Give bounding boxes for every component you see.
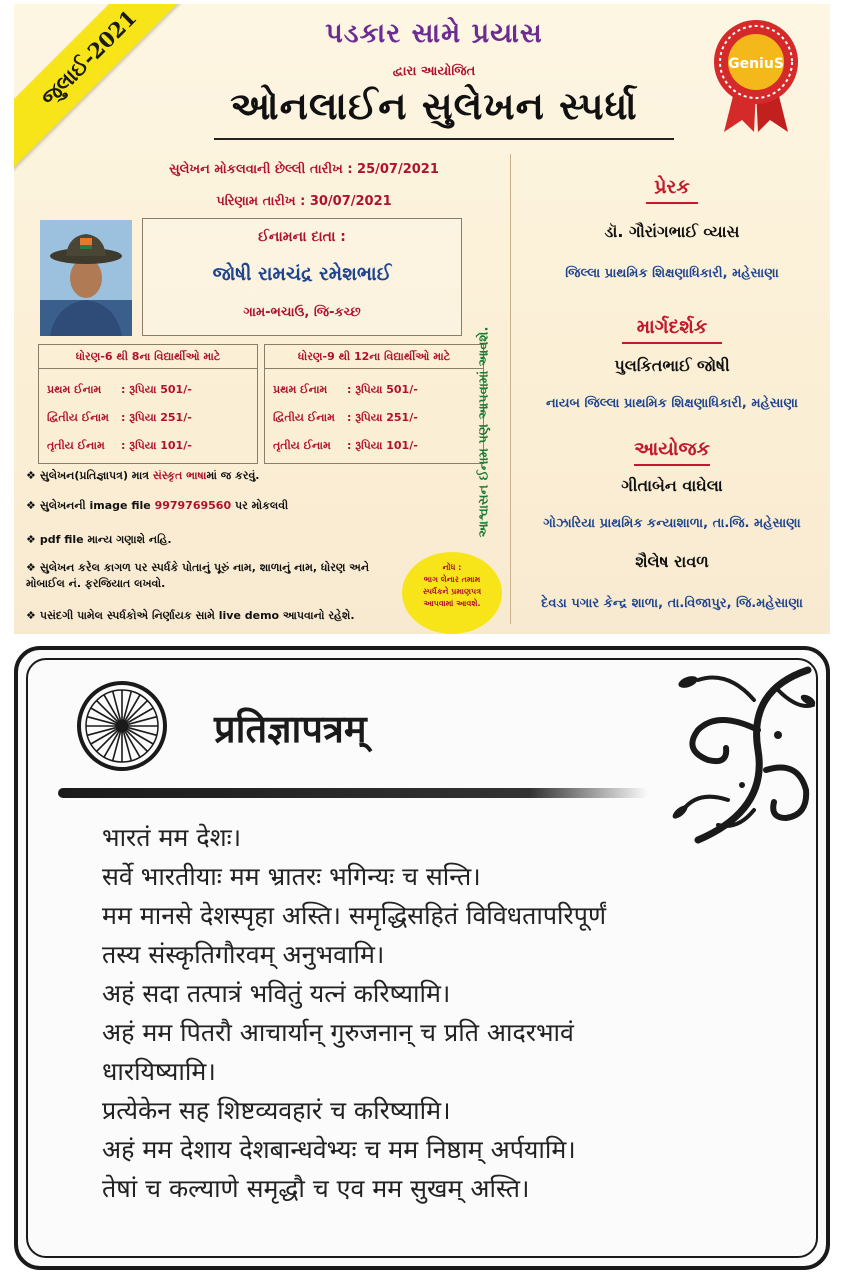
rule-text: સુલેખન(પ્રતિજ્ઞાપત્ર) માત્ર — [39, 469, 150, 482]
organizer-underline — [634, 464, 710, 466]
organizer-school-1: ગોઝારિયા પ્રાથમિક કન્યાશાળા, તા.જિ. મહેસાણા — [543, 516, 801, 531]
rule-highlight: સંસ્કૃત ભાષા — [152, 469, 207, 482]
rule-text: પસંદગી પામેલ સ્પર્ધકોએ નિર્ણાયક સામે live demo આપવાનો રહેશે. — [39, 609, 355, 622]
rule-text: સુલેખન કરેલ કાગળ પર સ્પર્ધકે પોતાનું પૂરું નામ, શાળાનું નામ, ધોરણ અને મોબાઈલ નં. ફરજિયાત લખવો. — [26, 561, 370, 590]
rule-text: pdf file માન્ય ગણાશે નહિ. — [39, 533, 172, 546]
prize-row-second — [47, 411, 192, 425]
donor-box — [142, 218, 462, 336]
prize-label: દ્વિતીય ઈનામ — [273, 411, 335, 424]
donor-place: ગામ-ભચાઉ, જિ-કચ્છ — [243, 305, 361, 320]
diamond-bullet-icon: ❖ — [26, 533, 36, 546]
prize-row-third — [273, 439, 418, 453]
diamond-bullet-icon: ❖ — [26, 469, 36, 482]
title-underline — [214, 138, 674, 140]
pledge-card — [14, 646, 830, 1270]
diamond-bullet-icon: ❖ — [26, 561, 36, 574]
month-ribbon-text: જુલાઈ-2021 — [35, 4, 142, 111]
prize-row-third — [47, 439, 192, 453]
genius-badge-icon — [706, 14, 806, 134]
prize-amount: : રૂપિયા 501/- — [121, 383, 192, 396]
result-date: પરિણામ તારીખ : 30/07/2021 — [216, 194, 392, 209]
organization-name: પડકાર સામે પ્રયાસ — [325, 18, 543, 49]
organized-by: દ્વારા આયોજિત — [392, 64, 476, 79]
donor-label: ઈનામના દાતા : — [258, 229, 346, 245]
diamond-bullet-icon: ❖ — [26, 609, 36, 622]
prize-label: દ્વિતીય ઈનામ — [47, 411, 109, 424]
donor-photo — [40, 220, 132, 336]
prize-amount: : રૂપિયા 101/- — [121, 439, 192, 452]
prize-amount: : રૂપિયા 251/- — [347, 411, 418, 424]
rule-text: સુલેખનની image file — [39, 499, 151, 512]
prize-heading: ધોરણ-9 થી 12ના વિદ્યાર્થીઓ માટે — [297, 350, 451, 363]
prerak-heading: પ્રેરક — [654, 176, 690, 198]
prize-box-std-6-8 — [38, 344, 258, 464]
guide-designation: નાયબ જિલ્લા પ્રાથમિક શિક્ષણાધિકારી, મહેસાણા — [545, 396, 798, 411]
organizer-school-2: દેવડા પગાર કેન્દ્ર શાળા, તા.વિજાપુર, જિ.મહેસાણા — [541, 596, 803, 611]
note-label: નોંધ : — [442, 563, 462, 572]
prize-row-first — [273, 383, 418, 397]
rule-pdf — [26, 532, 172, 548]
rule-submission — [26, 498, 288, 514]
prerak-designation: જિલ્લા પ્રાથમિક શિક્ષણાધિકારી, મહેસાણા — [565, 266, 779, 281]
prize-box-std-9-12 — [264, 344, 484, 464]
prize-label: તૃતીય ઈનામ — [47, 439, 105, 452]
pledge-line: प्रत्येकेन सह शिष्टव्यवहारं च करिष्यामि। — [102, 1096, 451, 1125]
title-bar — [58, 788, 648, 798]
guide-underline — [622, 342, 722, 344]
rule-language — [26, 468, 259, 484]
pledge-title: प्रतिज्ञापत्रम् — [214, 707, 367, 751]
consolation-prize-text: આશ્વાસન ઈનામ પણ આપવામાં આવશે. — [476, 326, 492, 538]
organizer-name-1: ગીતાબેન વાઘેલા — [621, 476, 723, 495]
phone-number: 9979769560 — [154, 499, 232, 512]
person-icon — [40, 220, 132, 336]
pledge-line: सर्वे भारतीयाः मम भ्रातरः भगिन्यः च सन्ति। — [102, 862, 481, 891]
note-text: ભાગ લેનાર તમામ સ્પર્ધકને પ્રમાણપત્ર આપવામાં આવશે. — [422, 575, 482, 608]
organizer-heading: આયોજક — [634, 438, 710, 460]
prize-amount: : રૂપિયા 501/- — [347, 383, 418, 396]
diamond-bullet-icon: ❖ — [26, 499, 36, 512]
badge-text: GeniuS — [728, 56, 784, 72]
column-divider — [510, 154, 511, 624]
prize-heading-rule — [265, 368, 483, 369]
rule-text: માં જ કરવું. — [206, 469, 260, 482]
pledge-line: मम मानसे देशस्पृहा अस्ति। समृद्धिसहितं विविधतापरिपूर्णं — [102, 901, 607, 930]
floral-flourish-icon — [658, 660, 818, 850]
prerak-name: ડૉ. ગૌરાંગભાઈ વ્યાસ — [604, 222, 740, 241]
rule-live-demo — [26, 608, 355, 624]
prize-row-second — [273, 411, 418, 425]
prize-label: પ્રથમ ઈનામ — [273, 383, 328, 396]
prize-heading: ધોરણ-6 થી 8ના વિદ્યાર્થીઓ માટે — [75, 350, 221, 363]
pledge-line: धारयिष्यामि। — [102, 1057, 216, 1086]
rule-details — [26, 560, 396, 592]
guide-name: પુલકિતભાઈ જોષી — [614, 356, 730, 375]
pledge-line: तस्य संस्कृतिगौरवम् अनुभवामि। — [102, 940, 385, 969]
donor-name: જોષી રામચંદ્ર રમેશભાઈ — [212, 263, 392, 285]
rule-text: પર મોકલવી — [234, 499, 289, 512]
guide-heading: માર્ગદર્શક — [636, 316, 708, 338]
prerak-underline — [646, 202, 698, 204]
prize-heading-rule — [39, 368, 257, 369]
pledge-line: तेषां च कल्याणे समृद्धौ च एव मम सुखम् अस्ति। — [102, 1174, 530, 1203]
prize-amount: : રૂપિયા 251/- — [121, 411, 192, 424]
prize-amount: : રૂપિયા 101/- — [347, 439, 418, 452]
organizer-name-2: શૈલેષ રાવળ — [635, 552, 709, 571]
pledge-line: अहं सदा तत्पात्रं भवितुं यत्नं करिष्यामि। — [102, 979, 451, 1008]
certificate-note — [402, 552, 502, 634]
prize-row-first — [47, 383, 192, 397]
pledge-line: अहं मम पितरौ आचार्यान् गुरुजनान् च प्रति आदरभावं — [102, 1018, 574, 1047]
pledge-line: अहं मम देशाय देशबान्धवेभ्यः च मम निष्ठाम् अर्पयामि। — [102, 1135, 576, 1164]
contest-poster — [14, 4, 830, 634]
contest-title: ઓનલાઈન સુલેખન સ્પર્ધા — [230, 84, 638, 128]
prize-label: તૃતીય ઈનામ — [273, 439, 331, 452]
submission-deadline: સુલેખન મોકલવાની છેલ્લી તારીખ : 25/07/2021 — [169, 162, 439, 177]
prize-label: પ્રથમ ઈનામ — [47, 383, 102, 396]
pledge-line: भारतं मम देशः। — [102, 823, 242, 852]
ashoka-chakra-icon — [76, 680, 168, 772]
